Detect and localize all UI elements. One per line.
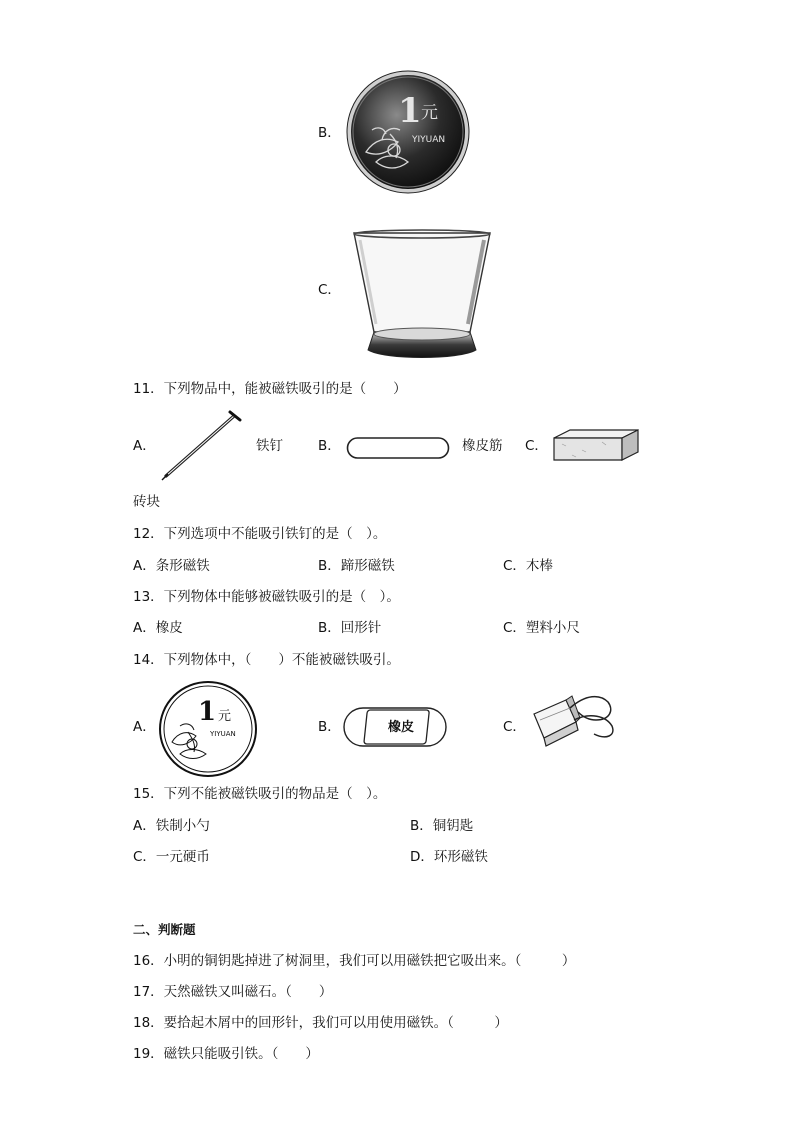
- q14-option-a-label: A．: [133, 719, 156, 735]
- q12-option-b: B．蹄形磁铁: [318, 558, 395, 574]
- q14-coin-numeral: 1: [198, 697, 217, 727]
- coin-numeral: 1: [398, 91, 422, 131]
- iron-nail-image: [160, 410, 242, 482]
- q11-option-b-label: B．: [318, 438, 341, 454]
- q14-coin-text: YIYUAN: [210, 730, 236, 738]
- option-b-label: B．: [318, 125, 341, 141]
- brick-image: [552, 428, 640, 462]
- q13-option-a: A．橡皮: [133, 620, 183, 636]
- rubber-band-image: [346, 436, 450, 460]
- judgement-item: 16．小明的铜钥匙掉进了树洞里，我们可以用磁铁把它吸出来。（ ）: [133, 953, 576, 969]
- one-yuan-coin-image: [346, 70, 470, 194]
- coin-unit: 元: [421, 103, 438, 123]
- binder-clip-image: [530, 690, 616, 750]
- q14-coin-unit: 元: [218, 709, 232, 724]
- section-title: 二、判断题: [133, 922, 196, 937]
- q14-stem: 14．下列物体中，（ ）不能被磁铁吸引。: [133, 652, 400, 668]
- q12-option-a: A．条形磁铁: [133, 558, 210, 574]
- judgement-item: 18．要拾起木屑中的回形针，我们可以用使用磁铁。（ ）: [133, 1015, 508, 1031]
- q11-option-b-text: 橡皮筋: [462, 438, 503, 454]
- q11-option-c-text: 砖块: [133, 494, 160, 510]
- glass-cup-image: [350, 228, 494, 362]
- q11-option-a-label: A．: [133, 438, 156, 454]
- q11-option-a-text: 铁钉: [256, 438, 283, 454]
- q15-option-c: C．一元硬币: [133, 849, 210, 865]
- q14-option-b-label: B．: [318, 719, 341, 735]
- q13-option-b: B．回形针: [318, 620, 382, 636]
- q13-stem: 13．下列物体中能够被磁铁吸引的是（ ）。: [133, 589, 400, 605]
- judgement-item: 17．天然磁铁又叫磁石。（ ）: [133, 984, 333, 1000]
- q15-stem: 15．下列不能被磁铁吸引的物品是（ ）。: [133, 786, 387, 802]
- eraser-label: 橡皮: [388, 720, 415, 735]
- q11-stem: 11．下列物品中，能被磁铁吸引的是（ ）: [133, 381, 407, 397]
- q15-option-b: B．铜钥匙: [410, 818, 474, 834]
- eraser-image: [342, 704, 448, 750]
- q14-option-c-label: C．: [503, 719, 526, 735]
- q12-stem: 12．下列选项中不能吸引铁钉的是（ ）。: [133, 526, 387, 542]
- q15-option-d: D．环形磁铁: [410, 849, 488, 865]
- q11-option-c-label: C．: [525, 438, 548, 454]
- line-coin-image: [158, 680, 258, 778]
- judgement-item: 19．磁铁只能吸引铁。（ ）: [133, 1046, 319, 1062]
- q12-option-c: C．木棒: [503, 558, 553, 574]
- q15-option-a: A．铁制小勺: [133, 818, 210, 834]
- coin-text: YIYUAN: [412, 135, 446, 145]
- q13-option-c: C．塑料小尺: [503, 620, 580, 636]
- option-c-label: C．: [318, 282, 341, 298]
